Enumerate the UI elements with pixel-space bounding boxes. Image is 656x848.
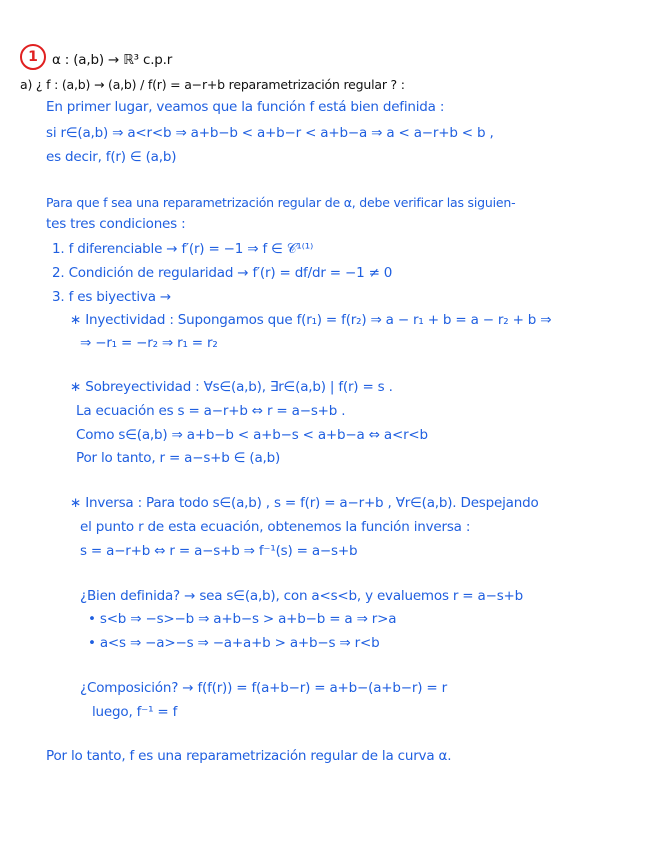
exercise-number-circle: 1 [20,44,46,70]
question-a: a) ¿ f : (a,b) → (a,b) / f(r) = a−r+b reparametrización regular ? : [20,77,405,92]
surjectivity-line-3: Como s∈(a,b) ⇒ a+b−b < a+b−s < a+b−a ⇔ a<r<b [76,427,428,443]
bullet-line-2: • a<s ⇒ −a>−s ⇒ −a+a+b > a+b−s ⇒ r<b [88,635,380,651]
condition-2: 2. Condición de regularidad → f′(r) = df/dr = −1 ≠ 0 [52,265,393,281]
text-line-2: si r∈(a,b) ⇒ a<r<b ⇒ a+b−b < a+b−r < a+b−a ⇒ a < a−r+b < b , [46,125,494,141]
text-line-5: tes tres condiciones : [46,216,186,232]
condition-3: 3. f es biyectiva → [52,289,171,305]
text-line-1: En primer lugar, veamos que la función f está bien definida : [46,99,445,115]
inverse-line-2: el punto r de esta ecuación, obtenemos la función inversa : [80,519,471,535]
curve-header: α : (a,b) → ℝ³ c.p.r [52,52,173,68]
text-line-3: es decir, f(r) ∈ (a,b) [46,149,177,165]
well-defined-line: ¿Bien definida? → sea s∈(a,b), con a<s<b, y evaluemos r = a−s+b [80,588,524,604]
injectivity-line-1: ∗ Inyectividad : Supongamos que f(r₁) = f(r₂) ⇒ a − r₁ + b = a − r₂ + b ⇒ [70,312,552,328]
text-line-4: Para que f sea una reparametrización regular de α, debe verificar las siguien- [46,195,516,210]
inverse-line-1: ∗ Inversa : Para todo s∈(a,b) , s = f(r) = a−r+b , ∀r∈(a,b). Despejando [70,495,539,511]
composition-result: luego, f⁻¹ = f [92,704,178,720]
composition-line: ¿Composición? → f(f(r)) = f(a+b−r) = a+b−(a+b−r) = r [80,680,447,696]
inverse-line-3: s = a−r+b ⇔ r = a−s+b ⇒ f⁻¹(s) = a−s+b [80,543,358,559]
condition-1: 1. f diferenciable → f′(r) = −1 ⇒ f ∈ 𝒞¹⁽¹⁾ [52,241,314,257]
conclusion-line: Por lo tanto, f es una reparametrización regular de la curva α. [46,748,452,764]
bullet-line-1: • s<b ⇒ −s>−b ⇒ a+b−s > a+b−b = a ⇒ r>a [88,611,397,627]
surjectivity-line-1: ∗ Sobreyectividad : ∀s∈(a,b), ∃r∈(a,b) | f(r) = s . [70,379,393,395]
surjectivity-line-4: Por lo tanto, r = a−s+b ∈ (a,b) [76,450,281,466]
injectivity-line-2: ⇒ −r₁ = −r₂ ⇒ r₁ = r₂ [80,335,218,351]
surjectivity-line-2: La ecuación es s = a−r+b ⇔ r = a−s+b . [76,403,346,419]
